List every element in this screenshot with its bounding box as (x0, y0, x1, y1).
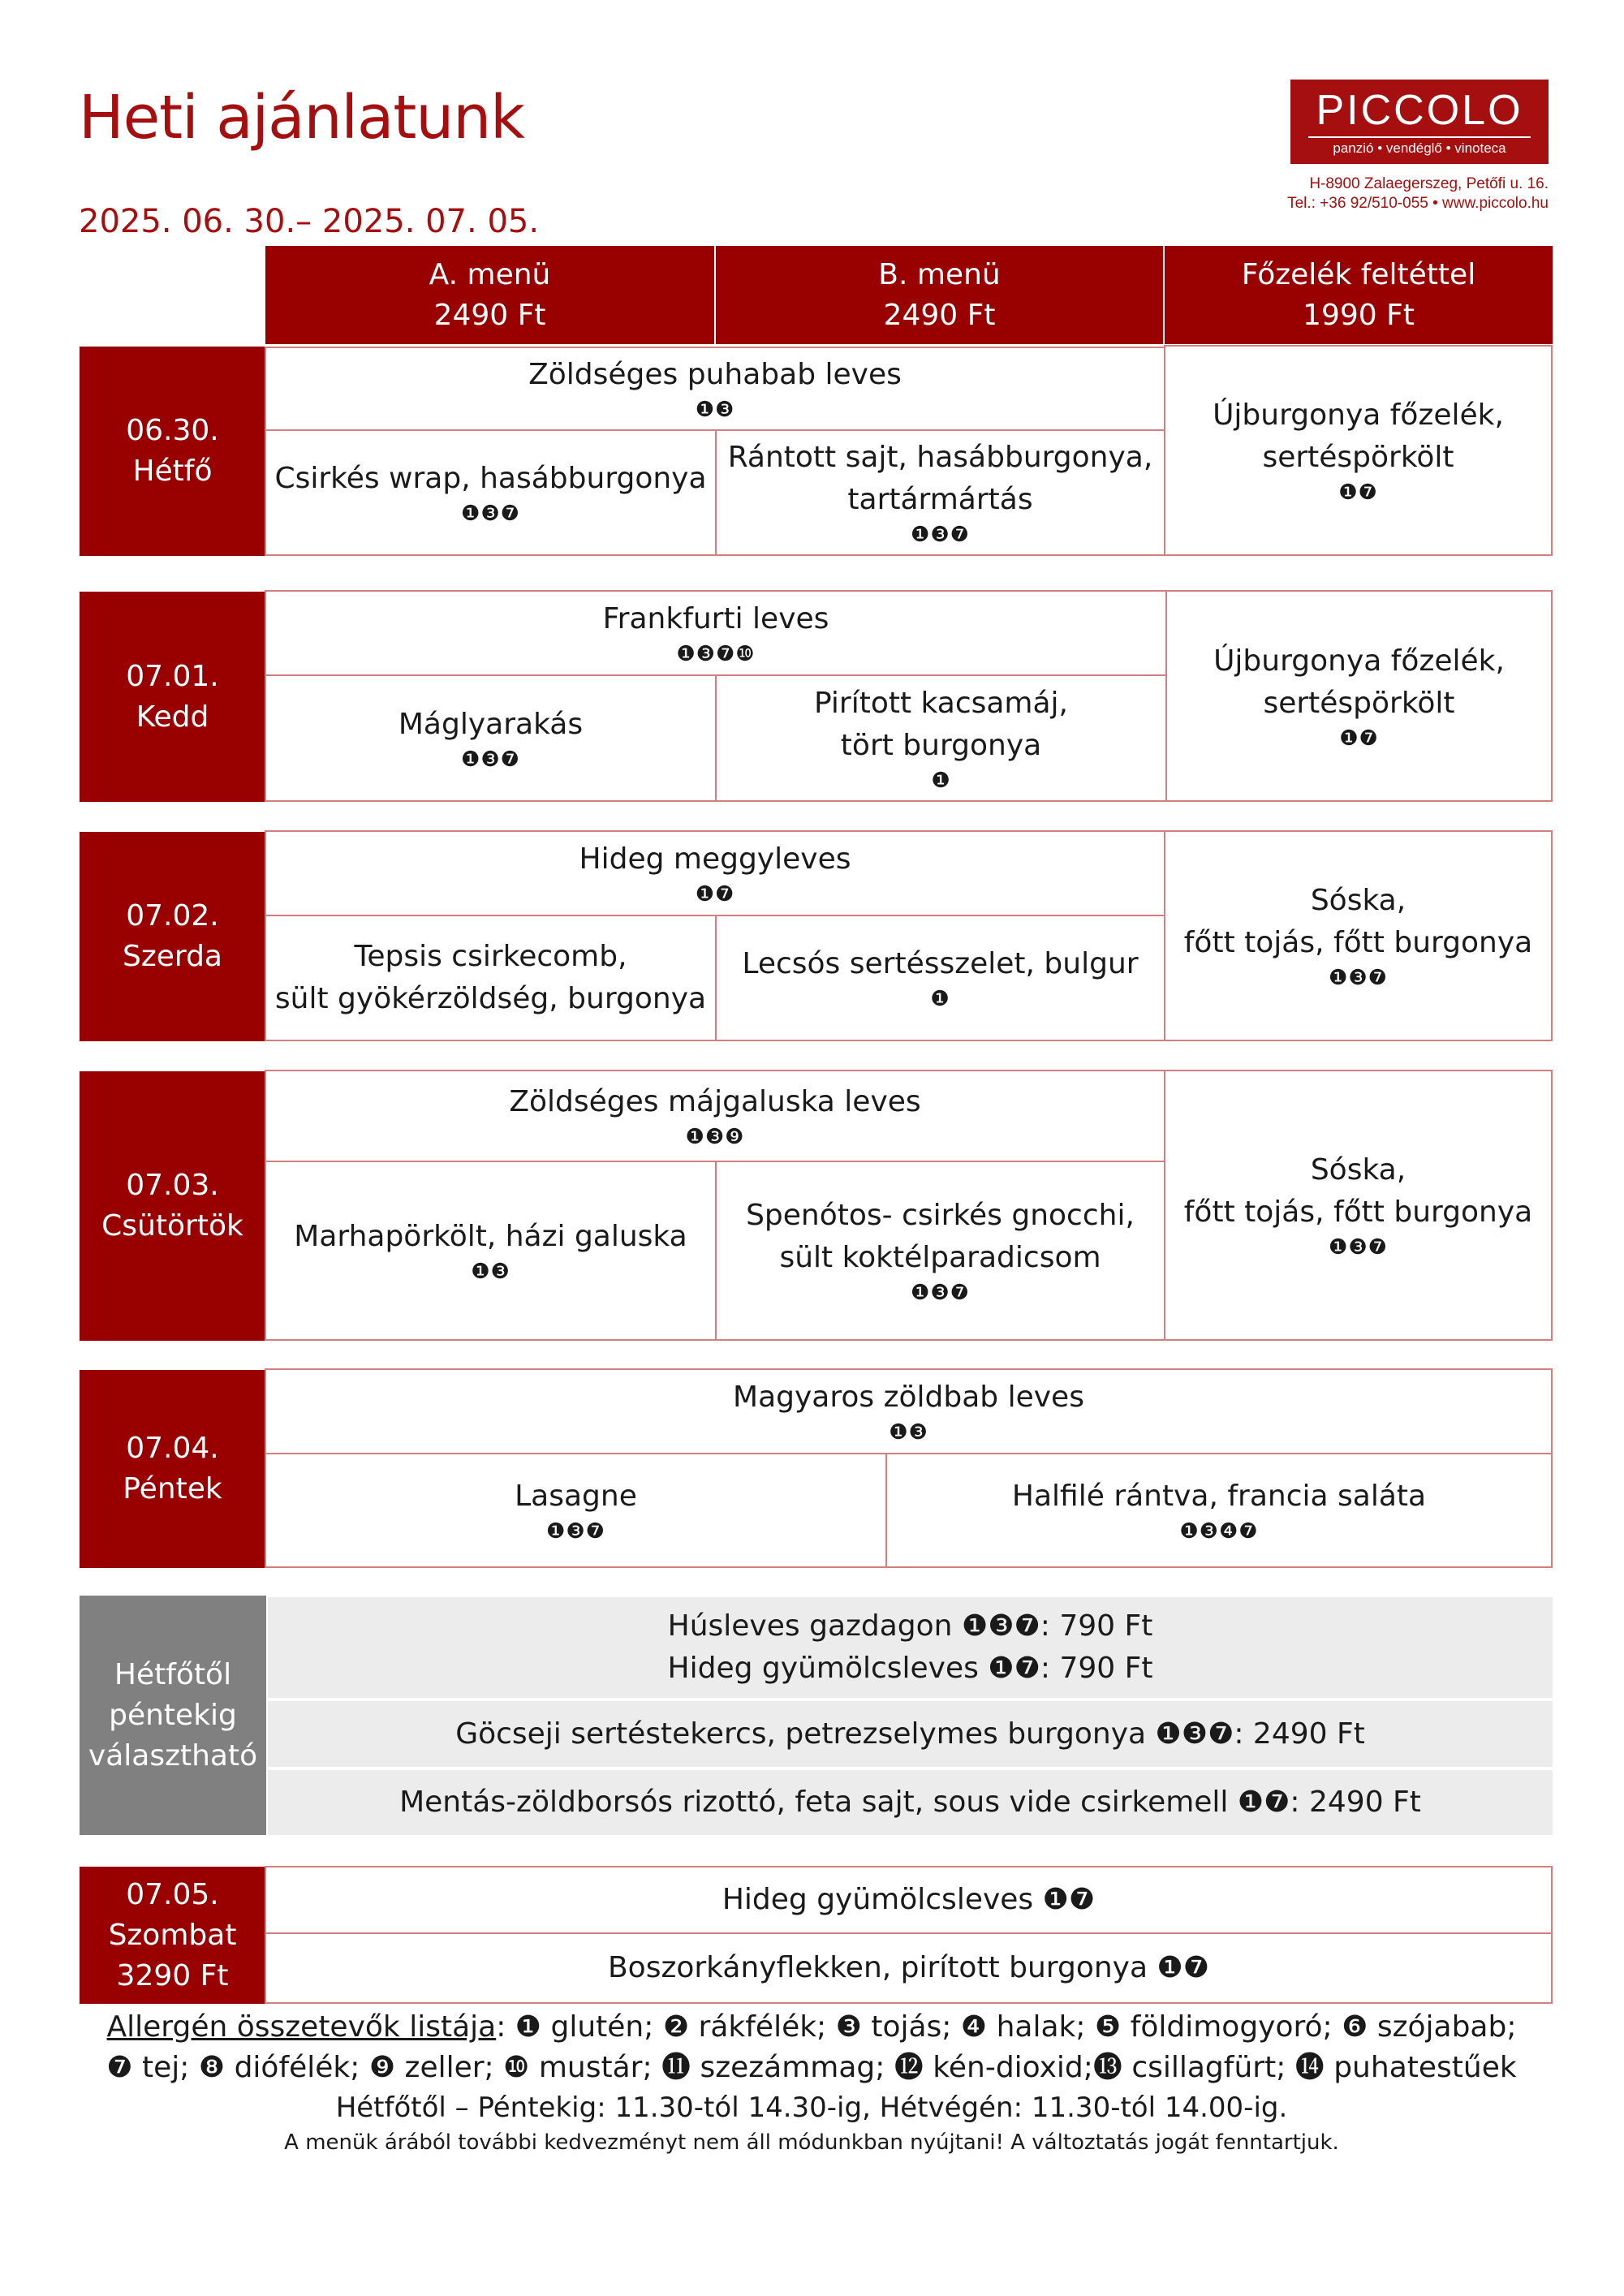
day-date: 07.02. (126, 899, 219, 933)
dish-name: Zöldséges májgaluska leves (509, 1085, 921, 1118)
soup-cell (265, 830, 1165, 916)
dish-name: Máglyarakás (398, 707, 584, 741)
menu-a-cell (265, 429, 717, 556)
day-date: 07.01. (126, 659, 219, 693)
column-header-a (265, 246, 716, 344)
allergen-icons: ❶❸❼ (461, 502, 520, 526)
dish-name: Halfilé rántva, francia saláta (1011, 1480, 1427, 1513)
allergen-icons: ❶❸❾ (685, 1125, 745, 1149)
weekly-row (268, 1597, 1553, 1698)
menu-a-cell (265, 915, 717, 1041)
dish-name: Csirkés wrap, hasábburgonya (274, 462, 707, 495)
dish-name: Lecsós sertésszelet, bulgur (742, 947, 1139, 980)
column-name: Főzelék feltéttel (1241, 257, 1476, 291)
allergen-icons: ❶❸ (695, 398, 735, 422)
allergen-icons: ❶❼ (695, 882, 735, 907)
column-header-fozelek (1165, 246, 1553, 344)
disclaimer-note: A menük árából további kedvezményt nem áll módunkban nyújtani! A változtatás jogát fenntartjuk. (284, 2130, 1339, 2155)
allergen-icons: ❶ (931, 768, 951, 793)
column-name: A. menü (429, 257, 551, 291)
column-price: 2490 Ft (433, 298, 546, 332)
dish-name: Marhapörkölt, házi galuska (294, 1220, 687, 1253)
dish-name: Magyaros zöldbab leves (733, 1381, 1084, 1414)
soup-cell (265, 1070, 1165, 1162)
weekly-item: Húsleves gazdagon ❶❸❼: 790 Ft Hideg gyümölcsleves ❶❼: 790 Ft (667, 1609, 1153, 1685)
dish-name: Lasagne (515, 1480, 637, 1513)
day-date: 07.03. (126, 1169, 219, 1202)
dish-name: Újburgonya főzelék, sertéspörkölt (1213, 644, 1505, 720)
day-label-monday (80, 347, 265, 556)
allergen-list-title: Allergén összetevők listája (106, 2010, 497, 2044)
weekly-item: Mentás-zöldborsós rizottó, feta sajt, sous vide csirkemell ❶❼: 2490 Ft (399, 1786, 1421, 1819)
day-date: 07.04. (126, 1432, 219, 1465)
day-name: Hétfő (132, 454, 213, 488)
saturday-soup-cell (265, 1866, 1553, 1934)
saturday-label: 07.05. Szombat 3290 Ft (108, 1877, 237, 1992)
day-label-saturday (80, 1867, 265, 2004)
allergen-list-line2: ❼ tej; ❽ diófélék; ❾ zeller; ❿ mustár; ⓫ szezámmag; ⓬ kén-dioxid;⓭ csillagfürt; ⓮ puhatestűek (106, 2051, 1517, 2084)
dish-name: Hideg meggyleves (579, 842, 851, 876)
allergen-icons: ❶❸❼ (461, 747, 520, 772)
dish-name: Rántott sajt, hasábburgonya, tartármártás (727, 441, 1153, 516)
allergen-list-line1 (49, 2007, 1574, 2048)
address (1217, 174, 1549, 213)
weekly-item: Göcseji sertéstekercs, petrezselymes burgonya ❶❸❼: 2490 Ft (455, 1717, 1365, 1751)
weekly-row (268, 1770, 1553, 1835)
allergen-list-text: : ❶ glutén; ❷ rákfélék; ❸ tojás; ❹ halak; ❺ földimogyoró; ❻ szójabab; (496, 2010, 1517, 2044)
saturday-main-cell (265, 1932, 1553, 2004)
allergen-icons: ❶ (930, 987, 950, 1011)
dish-name: Frankfurti leves (602, 602, 829, 635)
logo-name: PICCOLO (1316, 87, 1523, 134)
menu-a-cell (265, 1161, 717, 1341)
allergen-icons: ❶❸❼ (546, 1519, 605, 1544)
day-name: Péntek (123, 1472, 222, 1506)
fozelek-cell (1164, 345, 1553, 556)
dish-name: Újburgonya főzelék, sertéspörkölt (1213, 398, 1504, 474)
page-title: Heti ajánlatunk (79, 83, 524, 153)
week-dates: 2025. 06. 30.– 2025. 07. 05. (79, 203, 540, 240)
column-header-b (716, 246, 1165, 344)
soup-cell (265, 347, 1165, 431)
dish-name: Sóska, főtt tojás, főtt burgonya (1183, 884, 1533, 959)
dish-name: Boszorkányflekken, pirított burgonya ❶❼ (607, 1951, 1210, 1984)
dish-name: Hideg gyümölcsleves ❶❼ (722, 1883, 1096, 1916)
allergen-icons: ❶❸❼❿ (676, 642, 756, 666)
address-line: H-8900 Zalaegerszeg, Petőfi u. 16. (1309, 175, 1549, 192)
column-price: 1990 Ft (1303, 298, 1415, 332)
logo-tagline: panzió • vendéglő • vinoteca (1308, 136, 1531, 157)
soup-cell (265, 590, 1167, 676)
menu-a-cell (265, 674, 717, 802)
allergen-icons: ❶❸❼ (911, 523, 970, 547)
weekly-row (268, 1701, 1553, 1767)
weekly-label-text: Hétfőtől péntekig választható (88, 1657, 258, 1773)
dish-name: Sóska, főtt tojás, főtt burgonya (1183, 1153, 1533, 1229)
soup-cell (265, 1368, 1553, 1454)
column-price: 2490 Ft (883, 298, 996, 332)
dish-name: Tepsis csirkecomb, sült gyökérzöldség, burgonya (274, 940, 707, 1015)
dish-name: Pirított kacsamáj, tört burgonya (814, 686, 1068, 762)
fozelek-cell (1164, 1070, 1553, 1341)
day-label-wednesday (80, 832, 265, 1041)
day-label-friday (80, 1370, 265, 1568)
day-name: Kedd (136, 700, 209, 734)
fozelek-cell (1165, 590, 1553, 802)
menu-b-cell (715, 429, 1165, 556)
day-label-tuesday (80, 592, 265, 802)
menu-b-cell (715, 674, 1167, 802)
allergen-icons: ❶❸❼ (1329, 1235, 1388, 1260)
day-label-thursday (80, 1071, 265, 1341)
fozelek-cell (1164, 830, 1553, 1041)
allergen-icons: ❶❸❼ (911, 1281, 970, 1305)
allergen-icons: ❶❸ (471, 1260, 510, 1284)
dish-name: Spenótos- csirkés gnocchi, sült koktélparadicsom (746, 1199, 1135, 1274)
column-name: B. menü (878, 257, 1001, 291)
allergen-icons: ❶❼ (1339, 726, 1379, 751)
menu-a-cell (265, 1453, 887, 1568)
day-date: 06.30. (126, 414, 219, 447)
allergen-icons: ❶❸❹❼ (1179, 1519, 1259, 1544)
menu-b-cell (715, 1161, 1165, 1341)
dish-name: Zöldséges puhabab leves (528, 358, 902, 391)
weekly-label (80, 1596, 266, 1835)
opening-hours: Hétfőtől – Péntekig: 11.30-tól 14.30-ig, Hétvégén: 11.30-tól 14.00-ig. (335, 2091, 1288, 2124)
allergen-icons: ❶❼ (1338, 480, 1378, 505)
allergen-icons: ❶❸ (889, 1420, 928, 1445)
day-name: Csütörtök (101, 1209, 243, 1243)
piccolo-logo (1290, 80, 1549, 164)
day-name: Szerda (123, 940, 222, 973)
contact-line: Tel.: +36 92/510-055 • www.piccolo.hu (1287, 195, 1549, 212)
menu-b-cell (885, 1453, 1553, 1568)
menu-b-cell (715, 915, 1165, 1041)
allergen-icons: ❶❸❼ (1329, 966, 1388, 990)
